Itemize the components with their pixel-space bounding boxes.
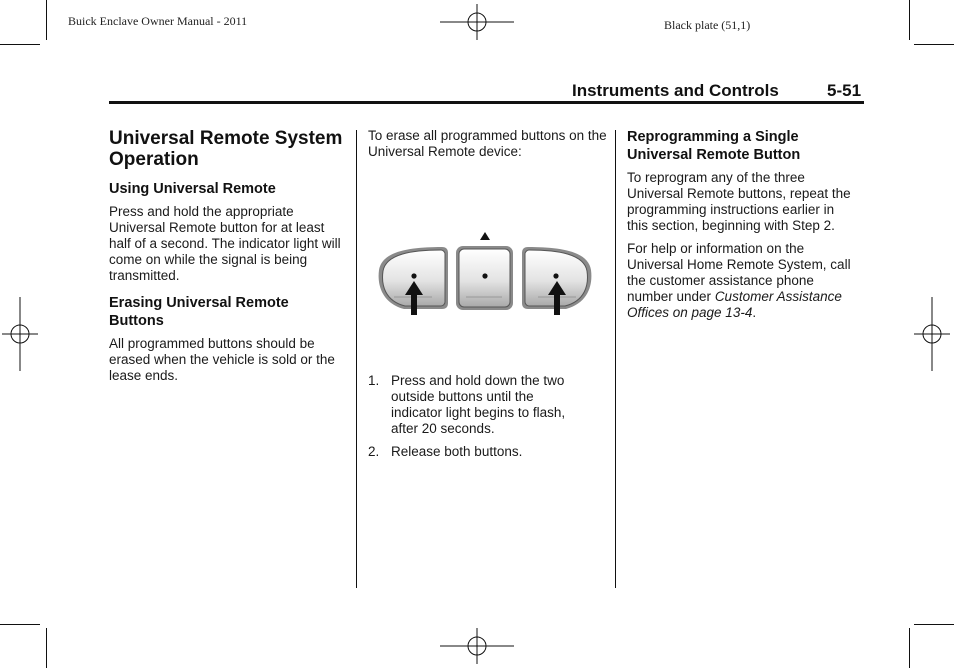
- universal-remote-figure: [370, 225, 602, 320]
- paragraph-erasing: All programmed buttons should be erased when the vehicle is sold or the lease ends.: [109, 336, 335, 383]
- help-text: For help or information on the Universal Home Remote System, call the customer assistance phone number under: [627, 241, 851, 304]
- print-header-left: Buick Enclave Owner Manual - 2011: [68, 14, 248, 28]
- crop-mark: [0, 624, 40, 625]
- column-divider: [356, 130, 357, 588]
- cross-reference-link[interactable]: Customer Assistance Offices on page 13-4: [627, 289, 842, 320]
- crop-mark: [914, 44, 954, 45]
- registration-mark-bottom: [440, 628, 514, 664]
- step-number: 2.: [368, 444, 380, 459]
- list-item: [368, 373, 608, 437]
- paragraph-using: Press and hold the appropriate Universal Remote button for at least half of a second. The indicator light will come on while the signal is being transmitted.: [109, 204, 341, 283]
- erase-intro: To erase all programmed buttons on the Universal Remote device:: [368, 128, 607, 159]
- crop-mark: [0, 44, 40, 45]
- subheading-using: Using Universal Remote: [109, 181, 276, 197]
- registration-mark-right: [914, 297, 950, 371]
- page-heading: Universal Remote System Operation: [109, 128, 343, 170]
- subheading-erasing: Erasing Universal Remote Buttons: [109, 295, 289, 329]
- crop-mark: [909, 0, 910, 40]
- step-text: Press and hold down the two outside buttons until the indicator light begins to flash, after 20 seconds.: [391, 373, 566, 436]
- crop-mark: [46, 628, 47, 668]
- erase-steps: [368, 373, 608, 460]
- paragraph-reprogram: To reprogram any of the three Universal Remote buttons, repeat the programming instructions earlier in this section, beginning with Step 2.: [627, 170, 851, 233]
- crop-mark: [914, 624, 954, 625]
- subheading-reprogramming: Reprogramming a Single Universal Remote Button: [627, 129, 801, 163]
- up-arrow-icon: [480, 232, 490, 240]
- registration-mark-top: [440, 4, 514, 40]
- print-header-right: Black plate (51,1): [664, 18, 751, 32]
- registration-mark-left: [2, 297, 38, 371]
- list-item: [368, 444, 608, 460]
- section-title: Instruments and Controls: [572, 81, 779, 100]
- crop-mark: [909, 628, 910, 668]
- step-text: Release both buttons.: [391, 444, 523, 459]
- header-rule: [109, 101, 864, 104]
- center-remote-button-icon: [456, 246, 513, 310]
- column-1: [109, 128, 349, 384]
- help-text-end: .: [752, 305, 757, 320]
- step-number: 1.: [368, 373, 380, 388]
- column-3: [627, 128, 863, 321]
- page-number: 5-51: [827, 81, 862, 100]
- crop-mark: [46, 0, 47, 40]
- column-divider: [615, 130, 616, 588]
- paragraph-help: [627, 241, 863, 321]
